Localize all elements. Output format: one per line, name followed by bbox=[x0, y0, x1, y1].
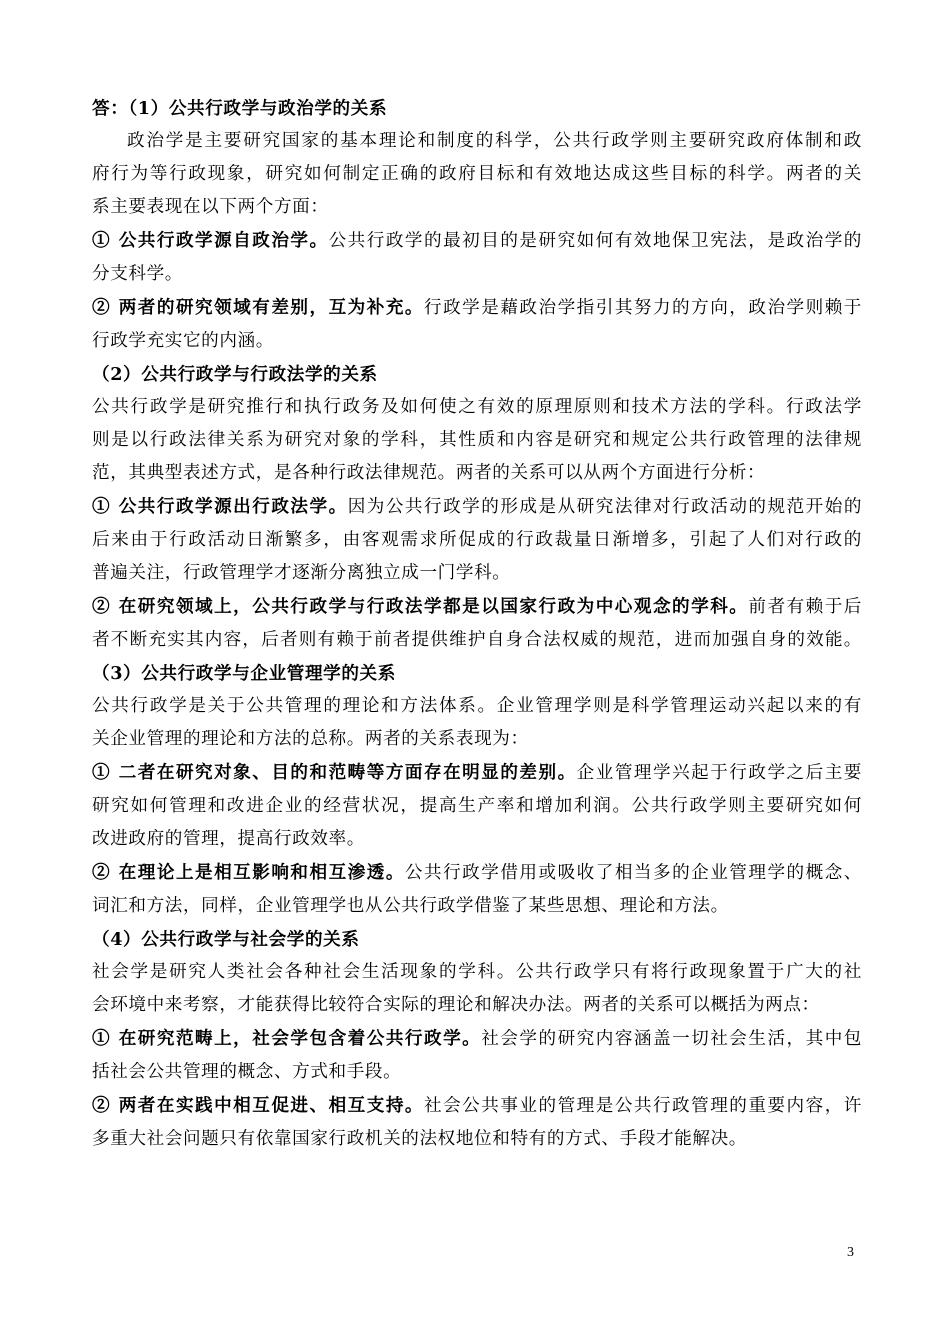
paragraph-line: 后来由于行政活动日渐繁多，由客观需求所促成的行政裁量日渐增多，引起了人们对行政的 bbox=[92, 530, 862, 550]
paragraph-line: 研究如何管理和改进企业的经营状况，提高生产率和增加利润。公共行政学则主要研究如何 bbox=[92, 796, 862, 816]
point-lead: ② 两者的研究领域有差别，互为补充。 bbox=[92, 297, 424, 318]
paragraph-line: 关企业管理的理论和方法的总称。两者的关系表现为： bbox=[92, 729, 529, 749]
paragraph-line: 词汇和方法，同样，企业管理学也从公共行政学借鉴了某些思想、理论和方法。 bbox=[92, 896, 729, 916]
point-lead: ② 在理论上是相互影响和相互渗透。 bbox=[92, 862, 405, 883]
section-heading-3: （3）公共行政学与企业管理学的关系 bbox=[92, 663, 396, 684]
document-body bbox=[92, 92, 862, 1156]
paragraph-line: 公共行政学是关于公共管理的理论和方法体系。企业管理学则是科学管理运动兴起以来的有 bbox=[92, 696, 862, 716]
paragraph-line: 会环境中来考察，才能获得比较符合实际的理论和解决办法。两者的关系可以概括为两点： bbox=[92, 995, 820, 1015]
point-line: ① 在研究范畴上，社会学包含着公共行政学。社会学的研究内容涵盖一切社会生活，其中包 bbox=[92, 1028, 862, 1049]
paragraph-line: 括社会公共管理的概念、方式和手段。 bbox=[92, 1062, 402, 1082]
paragraph-line: 府行为等行政现象，研究如何制定正确的政府目标和有效地达成这些目标的科学。两者的关 bbox=[92, 164, 862, 184]
point-line: ② 在理论上是相互影响和相互渗透。公共行政学借用或吸收了相当多的企业管理学的概念、 bbox=[92, 862, 862, 883]
point-line: ① 公共行政学源自政治学。公共行政学的最初目的是研究如何有效地保卫宪法，是政治学的 bbox=[92, 230, 862, 251]
paragraph-line: 分支科学。 bbox=[92, 264, 183, 284]
point-line: ② 在研究领域上，公共行政学与行政法学都是以国家行政为中心观念的学科。前者有赖于后 bbox=[92, 596, 862, 617]
point-line: ① 公共行政学源出行政法学。因为公共行政学的形成是从研究法律对行政活动的规范开始的 bbox=[92, 496, 863, 517]
point-lead: ① 公共行政学源自政治学。 bbox=[92, 230, 329, 251]
paragraph-line: 改进政府的管理，提高行政效率。 bbox=[92, 829, 365, 849]
paragraph-line: 社会学是研究人类社会各种社会生活现象的学科。公共行政学只有将行政现象置于广大的社 bbox=[92, 962, 862, 982]
page-number: 3 bbox=[847, 1245, 854, 1260]
paragraph-line: 范，其典型表述方式，是各种行政法律规范。两者的关系可以从两个方面进行分析： bbox=[92, 463, 766, 483]
section-heading-2: （2）公共行政学与行政法学的关系 bbox=[92, 364, 378, 385]
paragraph-line: 政治学是主要研究国家的基本理论和制度的科学，公共行政学则主要研究政府体制和政 bbox=[127, 131, 862, 151]
paragraph-line: 系主要表现在以下两个方面： bbox=[92, 197, 329, 217]
paragraph-line: 普遍关注，行政管理学才逐渐分离独立成一门学科。 bbox=[92, 563, 511, 583]
point-lead: ① 公共行政学源出行政法学。 bbox=[92, 496, 348, 517]
point-line: ② 两者在实践中相互促进、相互支持。社会公共事业的管理是公共行政管理的重要内容，许 bbox=[92, 1095, 862, 1116]
paragraph-line: 公共行政学是研究推行和执行政务及如何使之有效的原理原则和技术方法的学科。行政法学 bbox=[92, 397, 862, 417]
section-heading-1: 答：（1）公共行政学与政治学的关系 bbox=[92, 98, 388, 119]
point-line: ② 两者的研究领域有差别，互为补充。行政学是藉政治学指引其努力的方向，政治学则赖于 bbox=[92, 297, 862, 318]
point-lead: ② 在研究领域上，公共行政学与行政法学都是以国家行政为中心观念的学科。 bbox=[92, 596, 749, 617]
point-lead: ② 两者在实践中相互促进、相互支持。 bbox=[92, 1095, 424, 1116]
section-heading-4: （4）公共行政学与社会学的关系 bbox=[92, 929, 360, 950]
paragraph-line: 则是以行政法律关系为研究对象的学科，其性质和内容是研究和规定公共行政管理的法律规 bbox=[92, 430, 862, 450]
point-line: ① 二者在研究对象、目的和范畴等方面存在明显的差别。企业管理学兴起于行政学之后主要 bbox=[92, 762, 862, 783]
paragraph-line: 多重大社会问题只有依靠国家行政机关的法权地位和特有的方式、手段才能解决。 bbox=[92, 1129, 747, 1149]
paragraph-line: 者不断充实其内容，后者则有赖于前者提供维护自身合法权威的规范，进而加强自身的效能。 bbox=[92, 630, 862, 650]
point-lead: ① 二者在研究对象、目的和范畴等方面存在明显的差别。 bbox=[92, 762, 577, 783]
paragraph-line: 行政学充实它的内涵。 bbox=[92, 331, 274, 351]
point-lead: ① 在研究范畴上，社会学包含着公共行政学。 bbox=[92, 1028, 482, 1049]
